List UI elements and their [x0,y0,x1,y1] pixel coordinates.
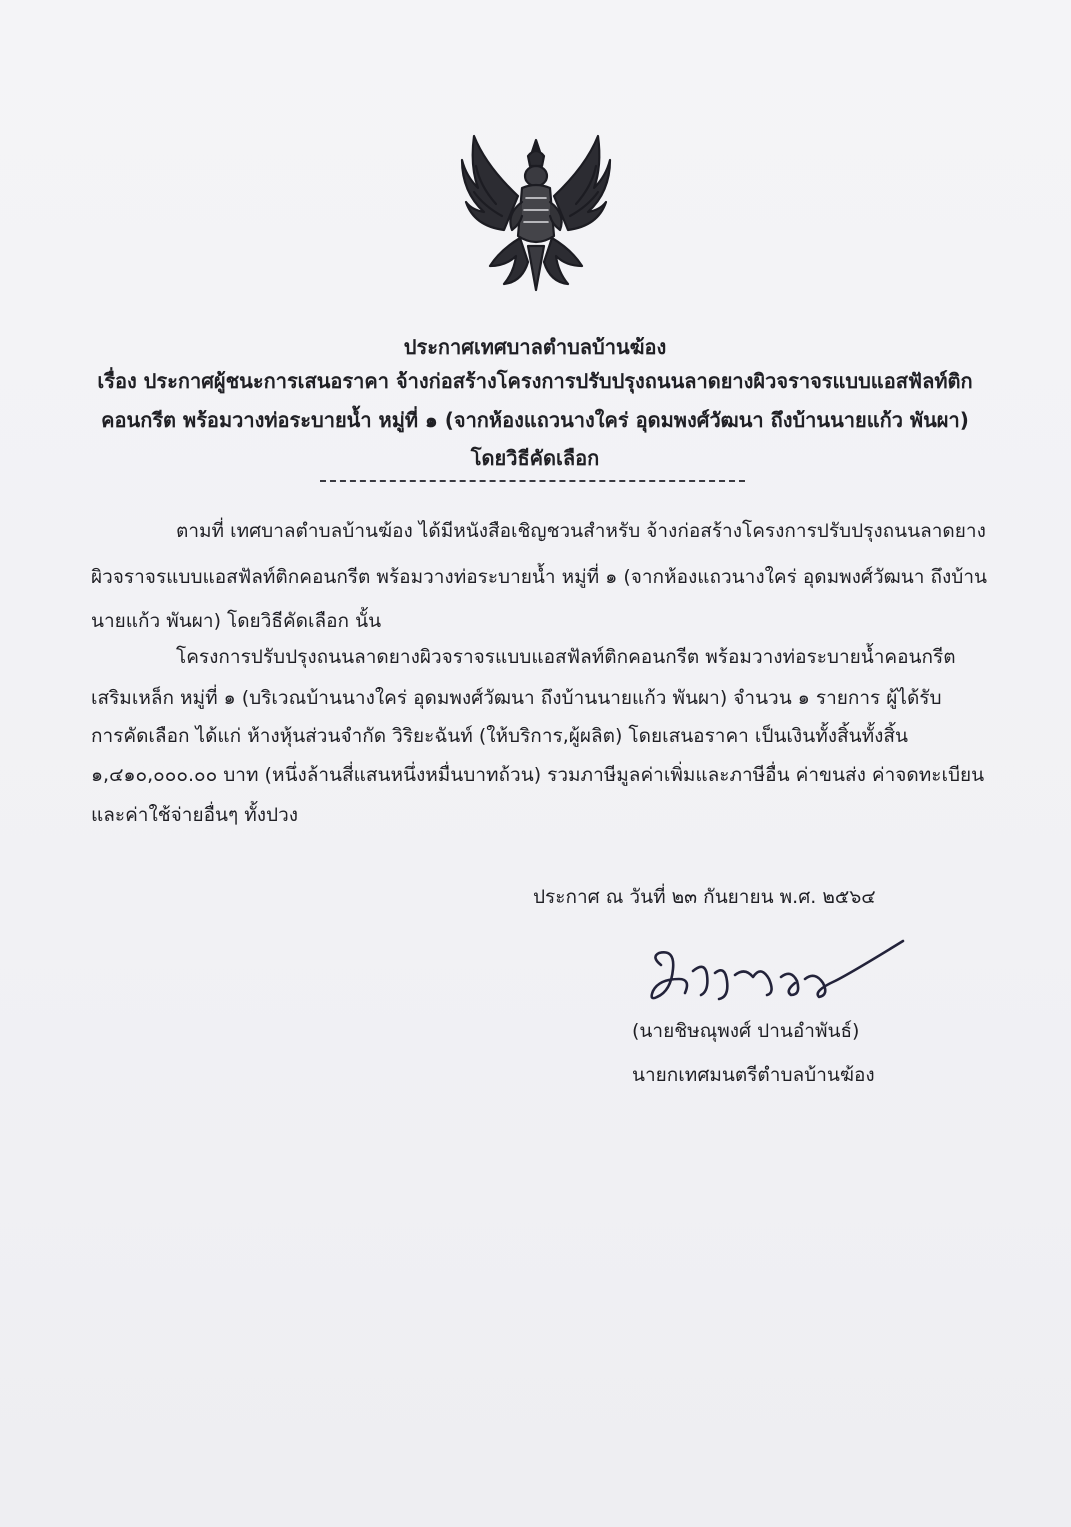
subject-line-2: คอนกรีต พร้อมวางท่อระบายน้ำ หมู่ที่ ๑ (จากห้องแถวนางใคร่ อุดมพงศ์วัฒนา ถึงบ้านนายแก้ว พันผา) [101,408,969,432]
paragraph-2-line-2: เสริมเหล็ก หมู่ที่ ๑ (บริเวณบ้านนางใคร่ อุดมพงศ์วัฒนา ถึงบ้านนายแก้ว พันผา) จำนวน ๑ รายการ ผู้ได้รับ [91,687,942,709]
paragraph-2-line-4: ๑,๔๑๐,๐๐๐.๐๐ บาท (หนึ่งล้านสี่แสนหนึ่งหมื่นบาทถ้วน) รวมภาษีมูลค่าเพิ่มและภาษีอื่น ค่าขนส่ง ค่าจดทะเบียน [91,764,985,786]
paragraph-1-line-1: ตามที่ เทศบาลตำบลบ้านฆ้อง ได้มีหนังสือเชิญชวนสำหรับ จ้างก่อสร้างโครงการปรับปรุงถนนลาดยาง [176,520,986,542]
paragraph-2-line-5: และค่าใช้จ่ายอื่นๆ ทั้งปวง [91,804,299,826]
signer-name: (นายชิษณุพงศ์ ปานอำพันธ์) [632,1020,860,1042]
paragraph-1-line-2: ผิวจราจรแบบแอสฟัลท์ติกคอนกรีต พร้อมวางท่อระบายน้ำ หมู่ที่ ๑ (จากห้องแถวนางใคร่ อุดมพงศ์วัฒนา ถึงบ้าน [91,566,988,588]
paragraph-2-line-1: โครงการปรับปรุงถนนลาดยางผิวจราจรแบบแอสฟัลท์ติกคอนกรีต พร้อมวางท่อระบายน้ำคอนกรีต [176,646,956,668]
handwritten-signature [645,935,915,1025]
paragraph-1-line-3: นายแก้ว พันผา) โดยวิธีคัดเลือก นั้น [91,610,382,632]
garuda-emblem-icon [456,126,616,296]
announcement-title: ประกาศเทศบาลตำบลบ้านฆ้อง [403,335,667,359]
announcement-date: ประกาศ ณ วันที่ ๒๓ กันยายน พ.ศ. ๒๕๖๔ [533,886,876,908]
divider-line [320,480,745,482]
paragraph-2-line-3: การคัดเลือก ได้แก่ ห้างหุ้นส่วนจำกัด วิริยะฉันท์ (ให้บริการ,ผู้ผลิต) โดยเสนอราคา เป็นเงินทั้งสิ้นทั้งสิ้น [91,725,908,747]
subject-line-3: โดยวิธีคัดเลือก [470,446,600,470]
signer-position: นายกเทศมนตรีตำบลบ้านฆ้อง [632,1064,875,1086]
subject-line-1: เรื่อง ประกาศผู้ชนะการเสนอราคา จ้างก่อสร้างโครงการปรับปรุงถนนลาดยางผิวจราจรแบบแอสฟัลท์ติก [97,369,973,393]
